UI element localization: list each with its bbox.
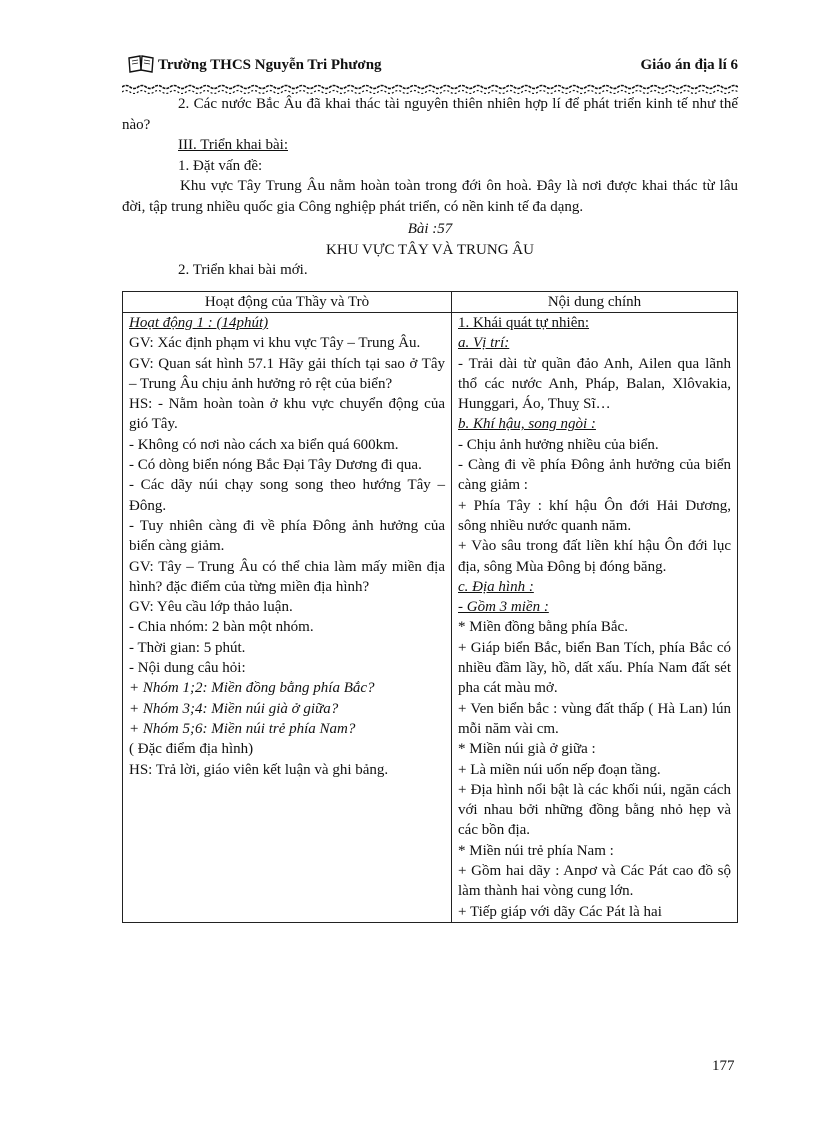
- content-line: + Là miền núi uốn nếp đoạn tầng.: [458, 761, 661, 778]
- content-subheading: c. Địa hình :: [458, 578, 534, 595]
- content-line: + Tiếp giáp với dãy Các Pát là hai: [458, 903, 662, 920]
- header-activities: Hoạt động của Thầy và Trò: [123, 292, 452, 313]
- activity-line: - Nội dung câu hỏi:: [129, 660, 246, 677]
- content-line: + Giáp biển Bắc, biển Ban Tích, phía Bắc có nhiều đầm lầy, hồ, dất xấu. Phía Nam đất sét pha cát màu mở.: [458, 639, 731, 697]
- activities-cell: [123, 313, 452, 923]
- content-line: + Gồm hai dãy : Anpơ và Các Pát cao đồ sộ làm thành hai vòng cung lớn.: [458, 863, 731, 900]
- lesson-table: [122, 291, 738, 923]
- content-line: + Vào sâu trong đất liền khí hậu Ôn đới lục địa, sông Mùa Đông bị đóng băng.: [458, 538, 731, 575]
- activity-line: HS: Trả lời, giáo viên kết luận và ghi bảng.: [129, 761, 389, 778]
- content-line: + Ven biển bắc : vùng đất thấp ( Hà Lan) lún mỗi năm vài cm.: [458, 700, 731, 737]
- lesson-title: KHU VỰC TÂY VÀ TRUNG ÂU: [326, 241, 534, 258]
- content-subheading: a. Vị trí:: [458, 335, 510, 352]
- activity-line: HS: - Nằm hoàn toàn ở khu vực chuyển động của gió Tây.: [129, 396, 445, 433]
- activity-line: GV: Yêu cầu lớp thảo luận.: [129, 599, 293, 616]
- subject-title: Giáo án địa lí 6: [640, 57, 738, 73]
- activity-line: GV: Tây – Trung Âu có thể chia làm mấy miền địa hình? đặc điểm của từng miền địa hình?: [129, 558, 445, 595]
- group-question: + Nhóm 1;2: Miền đồng bằng phía Bắc?: [129, 680, 375, 697]
- page-number: 177: [712, 1058, 735, 1074]
- lesson-number: Bài :57: [407, 221, 453, 237]
- book-icon: [128, 55, 154, 73]
- content-line: * Miền đồng bằng phía Bắc.: [458, 619, 628, 636]
- content-line: + Địa hình nổi bật là các khối núi, ngăn cách với nhau bởi những đồng bằng nhỏ hẹp và các bồn địa.: [458, 781, 731, 839]
- header-divider: [122, 84, 738, 94]
- activity-line: - Thời gian: 5 phút.: [129, 639, 246, 656]
- activity-line: - Chia nhóm: 2 bàn một nhóm.: [129, 619, 314, 636]
- content-subheading: b. Khí hậu, song ngòi :: [458, 416, 596, 433]
- content-heading: 1. Khái quát tự nhiên:: [458, 315, 590, 331]
- activity-line: - Không có nơi nào cách xa biển quá 600km.: [129, 436, 399, 453]
- content-subheading: - Gồm 3 miền :: [458, 599, 549, 616]
- content-line: * Miền núi già ở giữa :: [458, 741, 596, 758]
- activity-line: - Các dãy núi chạy song song theo hướng Tây – Đông.: [129, 477, 445, 514]
- question-2: 2. Các nước Bắc Âu đã khai thác tài nguyên thiên nhiên hợp lí để phát triển kinh tế như thế nào?: [122, 96, 738, 133]
- intro-section: [122, 94, 738, 281]
- content-line: - Càng đi về phía Đông ảnh hưởng của biển càng giảm :: [458, 457, 731, 494]
- activity-line: - Tuy nhiên càng đi về phía Đông ảnh hưởng của biển càng giảm.: [129, 517, 445, 555]
- step-2: 2. Triển khai bài mới.: [178, 262, 308, 278]
- intro-paragraph: Khu vực Tây Trung Âu nằm hoàn toàn trong đới ôn hoà. Đây là nơi được khai thác từ lâu đời, tập trung nhiều quốc gia Công nghiệp phát triển, có nền kinh tế đa dạng.: [122, 178, 738, 215]
- activity-line: GV: Quan sát hình 57.1 Hãy gải thích tại sao ở Tây – Trung Âu chịu ảnh hưởng rỏ rệt của biển?: [129, 355, 445, 392]
- step-1: 1. Đặt vấn đề:: [178, 157, 263, 174]
- school-name: Trường THCS Nguyễn Tri Phương: [158, 57, 382, 73]
- content-cell: [452, 313, 738, 923]
- header-content: Nội dung chính: [452, 292, 738, 313]
- page-header: [122, 52, 738, 78]
- activity-line: - Có dòng biển nóng Bắc Đại Tây Dương đi qua.: [129, 457, 422, 474]
- content-line: * Miền núi trẻ phía Nam :: [458, 842, 614, 859]
- activity-line: ( Đặc điểm địa hình): [129, 741, 254, 758]
- group-question: + Nhóm 3;4: Miền núi già ở giữa?: [129, 700, 339, 717]
- content-line: - Chịu ảnh hưởng nhiều của biển.: [458, 436, 659, 453]
- content-line: + Phía Tây : khí hậu Ôn đới Hải Dương, sông nhiều nước quanh năm.: [458, 497, 731, 534]
- section-heading: III. Triển khai bài:: [178, 137, 288, 153]
- content-line: - Trải dài từ quần đảo Anh, Ailen qua lãnh thổ các nước Anh, Pháp, Balan, Xlôvakia, Hunggari, Áo, Thuỵ Sĩ…: [458, 355, 731, 413]
- activity-line: GV: Xác định phạm vi khu vực Tây – Trung Âu.: [129, 335, 421, 352]
- activity-heading: Hoạt động 1 : (14phút): [129, 315, 269, 331]
- group-question: + Nhóm 5;6: Miền núi trẻ phía Nam?: [129, 720, 356, 737]
